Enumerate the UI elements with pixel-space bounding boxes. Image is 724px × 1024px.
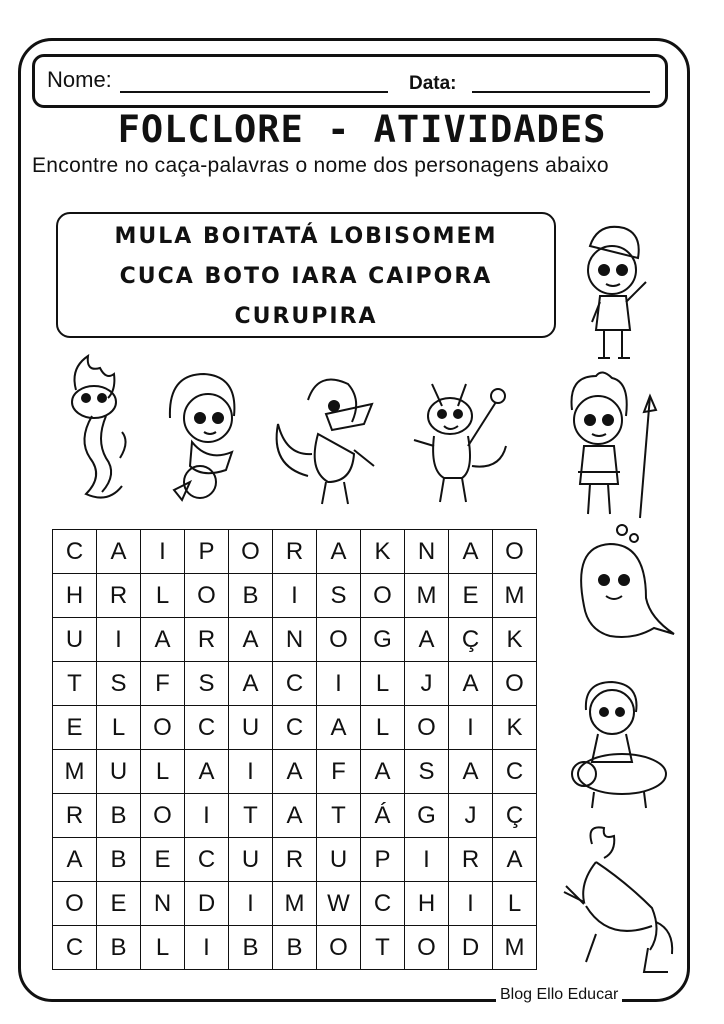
grid-cell[interactable]: D <box>449 926 493 970</box>
grid-cell[interactable]: A <box>449 530 493 574</box>
grid-cell[interactable]: K <box>493 618 537 662</box>
grid-cell[interactable]: S <box>97 662 141 706</box>
header-box <box>32 54 668 108</box>
grid-cell[interactable]: A <box>53 838 97 882</box>
grid-cell[interactable]: R <box>273 838 317 882</box>
grid-cell[interactable]: P <box>361 838 405 882</box>
grid-cell[interactable]: A <box>141 618 185 662</box>
footer-credit: Blog Ello Educar <box>496 986 622 1004</box>
grid-cell[interactable]: L <box>141 574 185 618</box>
grid-cell[interactable]: R <box>97 574 141 618</box>
grid-cell[interactable]: C <box>493 750 537 794</box>
grid-cell[interactable]: C <box>185 838 229 882</box>
grid-cell[interactable]: B <box>229 926 273 970</box>
grid-cell[interactable]: I <box>141 530 185 574</box>
grid-cell[interactable]: O <box>405 926 449 970</box>
grid-cell[interactable]: I <box>185 926 229 970</box>
grid-cell[interactable]: Ç <box>449 618 493 662</box>
curupira-spear-illustration <box>556 368 664 520</box>
grid-cell[interactable]: O <box>317 926 361 970</box>
iara-mermaid-illustration <box>152 366 252 506</box>
grid-cell[interactable]: Ç <box>493 794 537 838</box>
grid-cell[interactable]: A <box>229 618 273 662</box>
grid-cell[interactable]: B <box>97 926 141 970</box>
grid-cell[interactable]: K <box>361 530 405 574</box>
grid-cell[interactable]: E <box>449 574 493 618</box>
grid-cell[interactable]: S <box>185 662 229 706</box>
grid-cell[interactable]: O <box>493 662 537 706</box>
grid-cell[interactable]: E <box>53 706 97 750</box>
grid-cell[interactable]: C <box>53 530 97 574</box>
grid-cell[interactable]: O <box>361 574 405 618</box>
grid-cell[interactable]: H <box>53 574 97 618</box>
grid-cell[interactable]: E <box>97 882 141 926</box>
grid-cell[interactable]: B <box>97 838 141 882</box>
grid-cell[interactable]: B <box>97 794 141 838</box>
cuca-alligator-illustration <box>268 370 382 510</box>
grid-cell[interactable]: T <box>361 926 405 970</box>
grid-cell[interactable]: B <box>229 574 273 618</box>
grid-row <box>53 750 537 794</box>
grid-row <box>53 882 537 926</box>
grid-row <box>53 838 537 882</box>
grid-cell[interactable]: O <box>141 794 185 838</box>
date-label: Data: <box>409 73 457 94</box>
grid-cell[interactable]: D <box>185 882 229 926</box>
grid-cell[interactable]: N <box>405 530 449 574</box>
grid-cell[interactable]: A <box>361 750 405 794</box>
grid-cell[interactable]: F <box>141 662 185 706</box>
grid-cell[interactable]: A <box>97 530 141 574</box>
grid-row <box>53 618 537 662</box>
grid-cell[interactable]: I <box>229 882 273 926</box>
grid-cell[interactable]: M <box>493 574 537 618</box>
grid-cell[interactable]: A <box>493 838 537 882</box>
grid-cell[interactable]: R <box>185 618 229 662</box>
grid-cell[interactable]: I <box>449 706 493 750</box>
grid-cell[interactable]: U <box>229 838 273 882</box>
grid-cell[interactable]: I <box>229 750 273 794</box>
grid-cell[interactable]: L <box>141 750 185 794</box>
grid-cell[interactable]: P <box>185 530 229 574</box>
grid-cell[interactable]: L <box>493 882 537 926</box>
grid-cell[interactable]: A <box>273 750 317 794</box>
grid-cell[interactable]: M <box>273 882 317 926</box>
date-input-line[interactable] <box>472 91 650 93</box>
boitata-snake-illustration <box>56 354 136 510</box>
name-label: Nome: <box>47 67 112 92</box>
grid-cell[interactable]: B <box>273 926 317 970</box>
grid-cell[interactable]: O <box>493 530 537 574</box>
grid-cell[interactable]: O <box>317 618 361 662</box>
grid-cell[interactable]: T <box>317 794 361 838</box>
grid-cell[interactable]: L <box>361 662 405 706</box>
grid-cell[interactable]: E <box>141 838 185 882</box>
grid-cell[interactable]: O <box>405 706 449 750</box>
grid-cell[interactable]: N <box>141 882 185 926</box>
grid-cell[interactable]: T <box>53 662 97 706</box>
grid-cell[interactable]: A <box>229 662 273 706</box>
grid-cell[interactable]: F <box>317 750 361 794</box>
grid-cell[interactable]: C <box>273 662 317 706</box>
page-title: FOLCLORE - ATIVIDADES <box>117 108 607 151</box>
grid-cell[interactable]: C <box>185 706 229 750</box>
grid-cell[interactable]: U <box>229 706 273 750</box>
saci-child-illustration <box>568 218 660 370</box>
grid-cell[interactable]: U <box>97 750 141 794</box>
grid-cell[interactable]: N <box>273 618 317 662</box>
grid-cell[interactable]: W <box>317 882 361 926</box>
grid-cell[interactable]: A <box>449 750 493 794</box>
grid-cell[interactable]: K <box>493 706 537 750</box>
grid-cell[interactable]: H <box>405 882 449 926</box>
grid-row <box>53 530 537 574</box>
grid-cell[interactable]: A <box>449 662 493 706</box>
grid-cell[interactable]: R <box>273 530 317 574</box>
grid-row <box>53 926 537 970</box>
word-list-line-1: MULA BOITATÁ LOBISOMEM <box>114 224 498 249</box>
grid-cell[interactable]: U <box>53 618 97 662</box>
mula-headless-horse-illustration <box>556 822 678 980</box>
grid-cell[interactable]: U <box>317 838 361 882</box>
grid-cell[interactable]: S <box>317 574 361 618</box>
grid-cell[interactable]: A <box>273 794 317 838</box>
grid-cell[interactable]: I <box>185 794 229 838</box>
grid-row <box>53 794 537 838</box>
grid-cell[interactable]: I <box>273 574 317 618</box>
name-input-line[interactable] <box>120 91 388 93</box>
caipora-pig-illustration <box>560 678 676 812</box>
grid-cell[interactable]: M <box>405 574 449 618</box>
grid-cell[interactable]: O <box>185 574 229 618</box>
grid-cell[interactable]: Á <box>361 794 405 838</box>
grid-cell[interactable]: G <box>361 618 405 662</box>
grid-cell[interactable]: A <box>317 706 361 750</box>
grid-cell[interactable]: C <box>53 926 97 970</box>
grid-cell[interactable]: C <box>273 706 317 750</box>
grid-cell[interactable]: S <box>405 750 449 794</box>
grid-cell[interactable]: O <box>53 882 97 926</box>
grid-cell[interactable]: M <box>53 750 97 794</box>
grid-cell[interactable]: I <box>97 618 141 662</box>
lobisomem-werewolf-illustration <box>404 374 514 508</box>
grid-cell[interactable]: A <box>405 618 449 662</box>
grid-cell[interactable]: A <box>317 530 361 574</box>
grid-cell[interactable]: T <box>229 794 273 838</box>
grid-cell[interactable]: L <box>141 926 185 970</box>
grid-row <box>53 574 537 618</box>
grid-cell[interactable]: L <box>361 706 405 750</box>
word-list-box <box>56 212 556 338</box>
word-list-line-3: CURUPIRA <box>234 304 378 329</box>
grid-cell[interactable]: I <box>317 662 361 706</box>
instruction-text: Encontre no caça-palavras o nome dos personagens abaixo <box>32 154 609 177</box>
grid-row <box>53 662 537 706</box>
word-list-line-2: CUCA BOTO IARA CAIPORA <box>119 264 493 289</box>
grid-cell[interactable]: J <box>449 794 493 838</box>
grid-cell[interactable]: A <box>185 750 229 794</box>
word-search-grid <box>52 529 537 970</box>
boto-dolphin-illustration <box>570 522 678 644</box>
grid-cell[interactable]: O <box>141 706 185 750</box>
grid-cell[interactable]: O <box>229 530 273 574</box>
grid-cell[interactable]: M <box>493 926 537 970</box>
grid-cell[interactable]: L <box>97 706 141 750</box>
grid-cell[interactable]: R <box>53 794 97 838</box>
grid-cell[interactable]: I <box>449 882 493 926</box>
grid-cell[interactable]: G <box>405 794 449 838</box>
grid-cell[interactable]: C <box>361 882 405 926</box>
grid-row <box>53 706 537 750</box>
grid-cell[interactable]: I <box>405 838 449 882</box>
grid-cell[interactable]: R <box>449 838 493 882</box>
grid-cell[interactable]: J <box>405 662 449 706</box>
